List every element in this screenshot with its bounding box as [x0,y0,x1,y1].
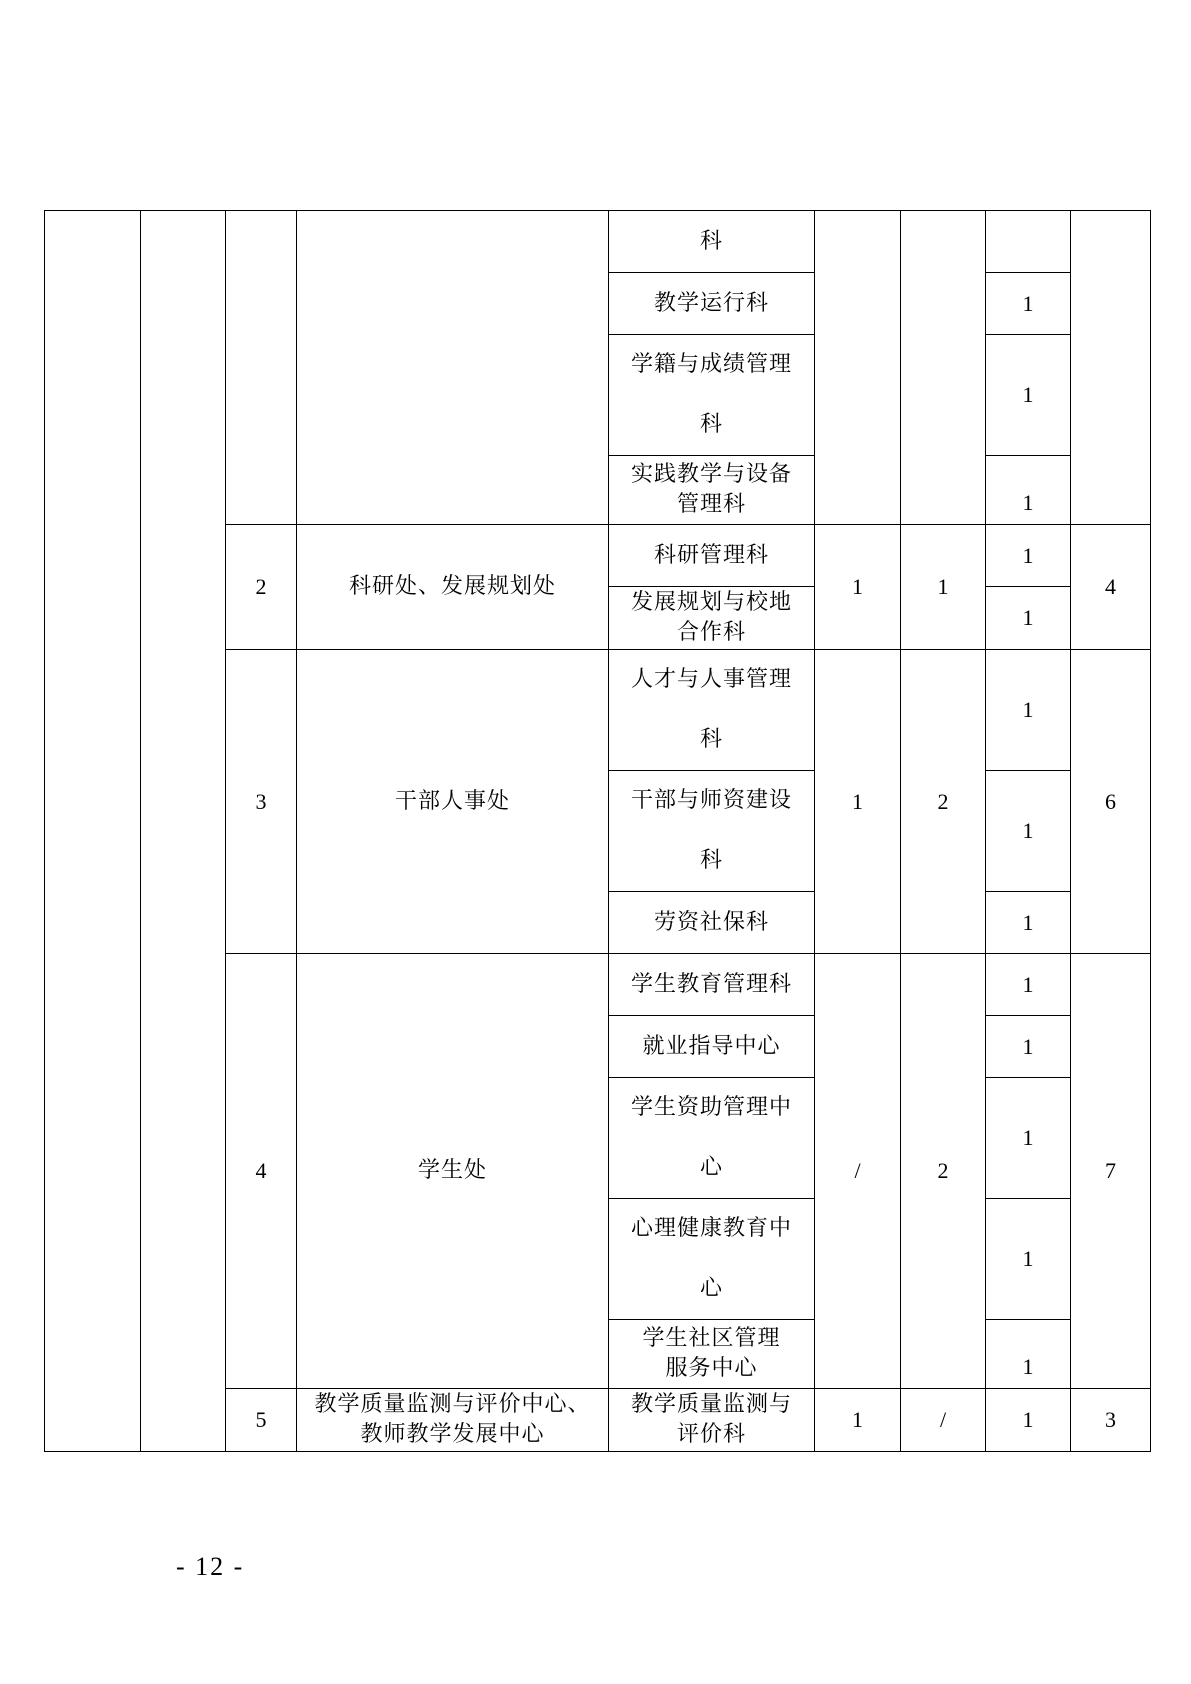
section-count-cell: 1 [986,650,1071,771]
dept-number-cell: 5 [226,1389,297,1452]
section-count-cell: 1 [986,335,1071,456]
total-count-cell [1071,211,1151,525]
staffing-table [44,210,1151,1452]
dept-name-cell: 干部人事处 [297,650,609,954]
deputy-count-cell: 1 [901,525,986,650]
subcategory-cell [141,211,226,1452]
dept-number-cell: 3 [226,650,297,954]
total-count-cell: 4 [1071,525,1151,650]
section-count-cell: 1 [986,456,1071,525]
section-count-cell: 1 [986,1016,1071,1078]
deputy-count-cell: 2 [901,650,986,954]
section-name-cell: 科研管理科 [609,525,815,587]
dept-number-cell [226,211,297,525]
section-name-cell: 人才与人事管理科 [609,650,815,771]
section-name-cell: 学籍与成绩管理科 [609,335,815,456]
dept-number-cell: 2 [226,525,297,650]
section-name-cell: 心理健康教育中心 [609,1199,815,1320]
leader-count-cell: 1 [815,525,901,650]
section-count-cell: 1 [986,771,1071,892]
section-count-cell: 1 [986,525,1071,587]
section-name-cell: 科 [609,211,815,273]
total-count-cell: 6 [1071,650,1151,954]
section-name-cell: 学生教育管理科 [609,954,815,1016]
deputy-count-cell [901,211,986,525]
section-name-cell: 劳资社保科 [609,892,815,954]
total-count-cell: 3 [1071,1389,1151,1452]
section-name-cell: 发展规划与校地合作科 [609,587,815,650]
dept-name-cell: 科研处、发展规划处 [297,525,609,650]
leader-count-cell: 1 [815,1389,901,1452]
section-count-cell: 1 [986,1389,1071,1452]
dept-name-cell: 学生处 [297,954,609,1389]
section-name-cell: 教学运行科 [609,273,815,335]
page-number: - 12 - [176,1552,245,1581]
section-name-cell: 教学质量监测与评价科 [609,1389,815,1452]
deputy-count-cell: 2 [901,954,986,1389]
dept-name-cell [297,211,609,525]
section-count-cell: 1 [986,1320,1071,1389]
total-count-cell: 7 [1071,954,1151,1389]
section-count-cell: 1 [986,892,1071,954]
leader-count-cell [815,211,901,525]
leader-count-cell: / [815,954,901,1389]
section-count-cell: 1 [986,954,1071,1016]
section-count-cell: 1 [986,587,1071,650]
section-name-cell: 学生社区管理服务中心 [609,1320,815,1389]
section-count-cell: 1 [986,1078,1071,1199]
leader-count-cell: 1 [815,650,901,954]
category-cell [45,211,141,1452]
section-name-cell: 学生资助管理中心 [609,1078,815,1199]
section-name-cell: 实践教学与设备管理科 [609,456,815,525]
dept-number-cell: 4 [226,954,297,1389]
deputy-count-cell: / [901,1389,986,1452]
section-count-cell [986,211,1071,273]
section-count-cell: 1 [986,273,1071,335]
section-name-cell: 干部与师资建设科 [609,771,815,892]
section-count-cell: 1 [986,1199,1071,1320]
dept-name-cell: 教学质量监测与评价中心、教师教学发展中心 [297,1389,609,1452]
section-name-cell: 就业指导中心 [609,1016,815,1078]
table-row [45,211,1151,273]
